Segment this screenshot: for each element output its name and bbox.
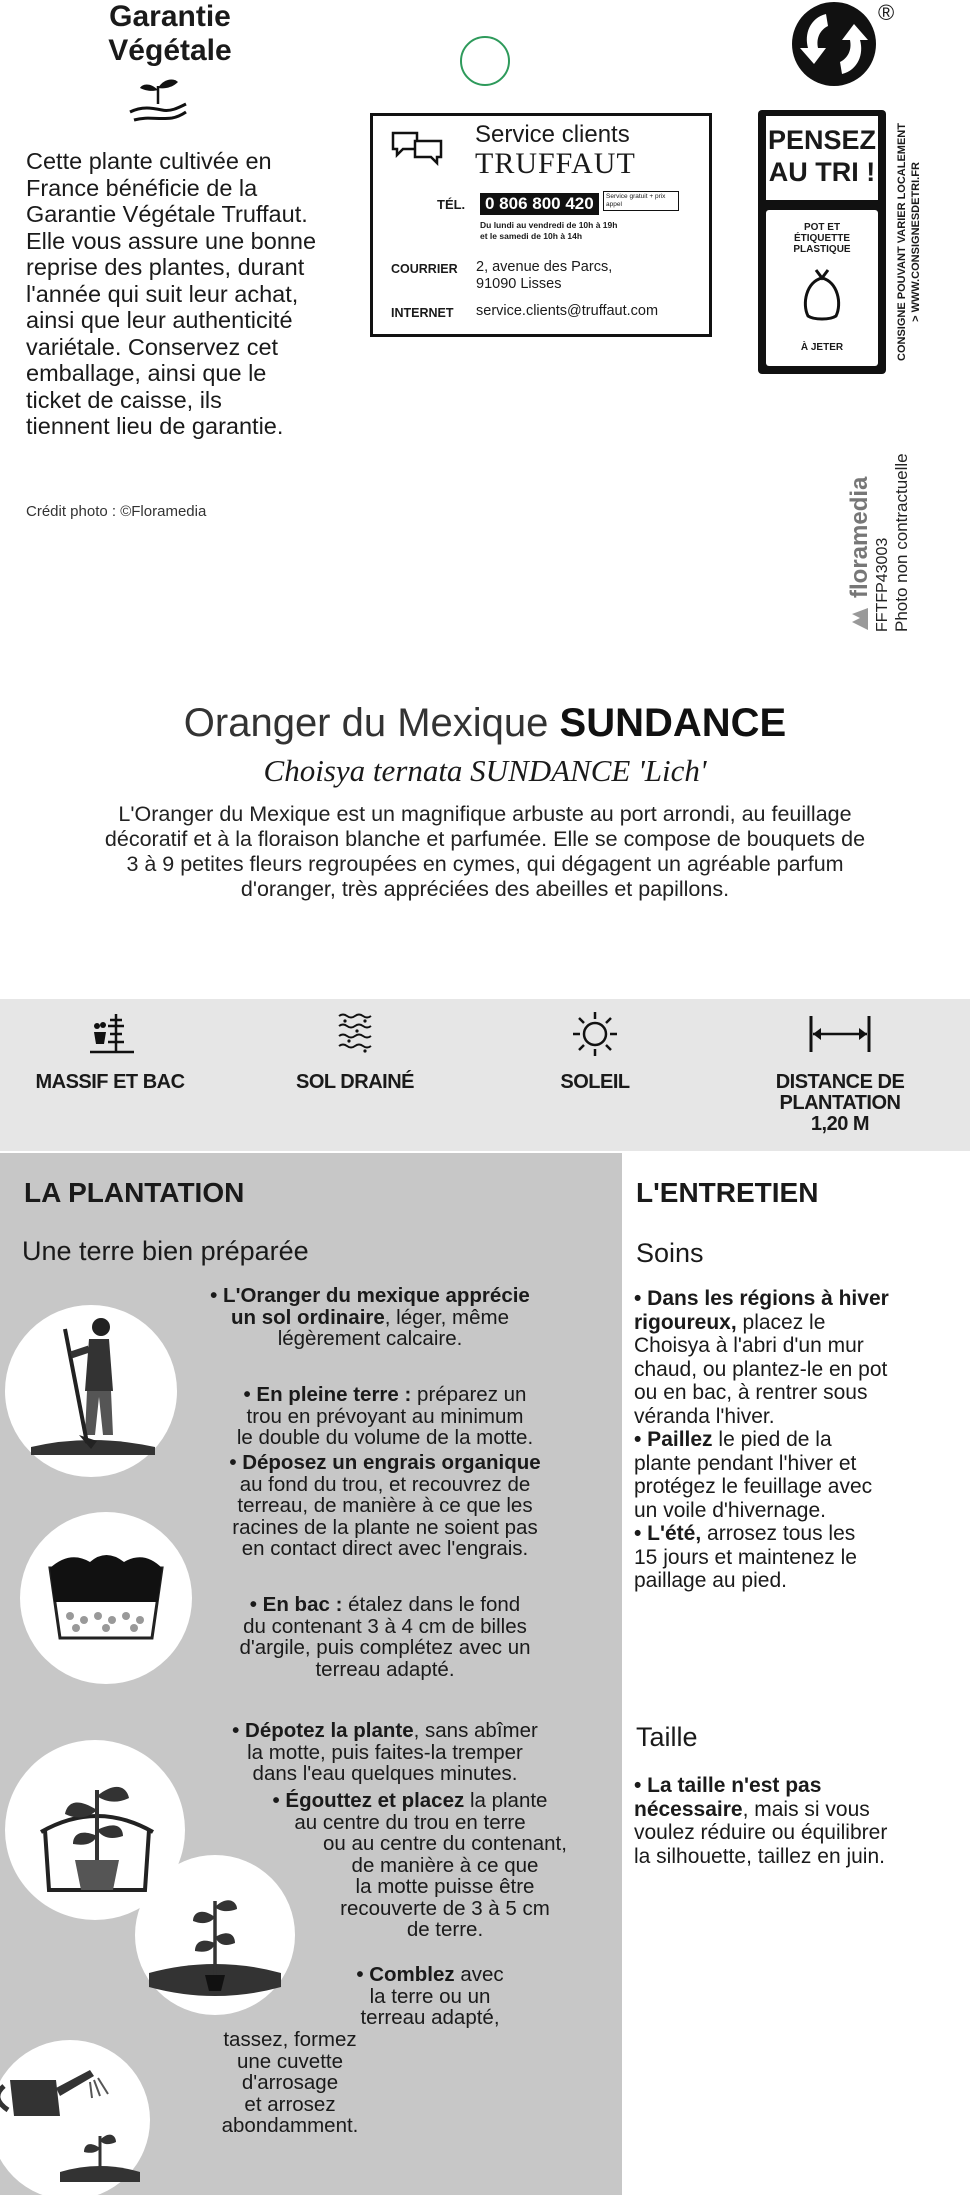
photo-credit: Crédit photo : ©Floramedia: [26, 503, 207, 520]
hand-plant-icon: [128, 76, 188, 126]
plantation-p1: • L'Oranger du mexique apprécie un sol ordinaire, léger, même légèrement calcaire.: [210, 1284, 530, 1350]
internet-email: service.clients@truffaut.com: [476, 303, 659, 319]
floramedia-leaf-icon: [850, 606, 870, 632]
taille-text: • La taille n'est pas nécessaire, mais si vous voulez réduire ou équilibrer la silhouette, taillez en juin.: [634, 1774, 888, 1868]
plantation-heading: LA PLANTATION: [24, 1177, 245, 1208]
taille-title: Taille: [636, 1722, 698, 1752]
recycling-action: À JETER: [800, 342, 844, 353]
courrier-address: 2, avenue des Parcs, 91090 Lisses: [476, 259, 613, 292]
feature-soleil: SOLEIL: [500, 1010, 690, 1093]
courrier-key: COURRIER: [391, 262, 458, 276]
drained-soil-icon: [325, 1010, 385, 1058]
sun-icon: [565, 1010, 625, 1058]
registered-mark: ®: [878, 0, 895, 25]
watering-can-icon: [0, 2040, 150, 2200]
recycling-box: [758, 110, 886, 374]
floramedia-block: [846, 402, 966, 632]
distance-icon: [805, 1010, 875, 1058]
feature-massif-et-bac: MASSIF ET BAC: [15, 1010, 205, 1093]
trash-bag-icon: [800, 266, 844, 322]
speech-bubbles-icon: [391, 130, 443, 166]
soins-title: Soins: [636, 1238, 704, 1268]
plantation-p6-head: • Égouttez et placez la plante au centre du trou en terre: [272, 1789, 548, 1834]
guarantee-title: Garantie Végétale: [108, 0, 232, 67]
illustration-watering: [0, 2040, 150, 2200]
soins-text: • Dans les régions à hiver rigoureux, placez le Choisya à l'abri d'un mur chaud, ou plantez-le en pot ou en bac, à rentrer sous véranda l'hiver. • Paillez le pied de la plante pendant l'hiver et protégez le feuillage avec un voile d'hivernage. • L'été, arrosez tous les 15 jours et maintenez le paillage au pied.: [634, 1287, 889, 1592]
plantation-p2: • En pleine terre : préparez un trou en prévoyant au minimum le double du volume de la motte.: [236, 1383, 534, 1449]
product-title: Oranger du Mexique SUNDANCE: [183, 701, 787, 745]
registration-circle-top: [460, 36, 510, 86]
floramedia-logo: floramedia: [846, 402, 874, 632]
plantation-p4: • En bac : étalez dans le fond du contenant 3 à 4 cm de billes d'argile, puis complétez avec un terreau adapté.: [239, 1593, 531, 1681]
scientific-name: Choisya ternata SUNDANCE 'Lich': [263, 753, 707, 788]
customer-service-box: [370, 113, 712, 337]
plantation-p7: • Comblez avec la terre ou un terreau adapté,: [356, 1963, 504, 2029]
tel-cost-note: Service gratuit + prix appel: [603, 191, 679, 211]
entretien-heading: L'ENTRETIEN: [636, 1177, 819, 1208]
plantation-p7-tail: tassez, formez une cuvette d'arrosage et arrosez abondamment.: [221, 2028, 359, 2137]
recycling-body: POT ET ÉTIQUETTE PLASTIQUE À JETER: [766, 210, 878, 366]
green-dot-recycle-icon: [790, 0, 878, 88]
plantation-subheading: Une terre bien préparée: [22, 1236, 309, 1266]
feature-sol-draine: SOL DRAINÉ: [260, 1010, 450, 1093]
floramedia-ref: FFTFP43003: [874, 537, 891, 632]
bed-and-pot-icon: [80, 1010, 140, 1058]
tel-number: 0 806 800 420: [480, 193, 599, 215]
seedling-in-ground-icon: [135, 1855, 295, 2015]
product-description: L'Oranger du Mexique est un magnifique arbuste au port arrondi, au feuillage décoratif et à la floraison blanche et parfumée. Elle se compose de bouquets de 3 à 9 petites fleurs regroupées en cymes, qui dégagent un agréable parfum d'oranger, très appréciées des abeilles et papillons.: [104, 802, 866, 901]
service-brand: TRUFFAUT: [475, 147, 636, 180]
plantation-p3: • Déposez un engrais organique au fond du trou, et recouvrez de terreau, de manière à ce que les racines de la plante ne soient pas en contact direct avec l'engrais.: [229, 1451, 541, 1560]
service-hours: Du lundi au vendredi de 10h à 19h et le samedi de 10h à 14h: [480, 220, 618, 241]
internet-key: INTERNET: [391, 306, 454, 320]
recycling-guideline: CONSIGNE POUVANT VARIER LOCALEMENT > WWW.CONSIGNESDETRI.FR: [896, 123, 922, 361]
plantation-p6-body: ou au centre du contenant, de manière à ce que la motte puisse être recouverte de 3 à 5 cm de terre.: [323, 1832, 567, 1941]
plantation-p5: • Dépotez la plante, sans abîmer la motte, puis faites-la tremper dans l'eau quelques minutes.: [232, 1719, 538, 1785]
tel-key: TÉL.: [437, 197, 466, 212]
feature-distance-plantation: DISTANCE DE PLANTATION 1,20 M: [745, 1010, 935, 1135]
service-label: Service clients: [475, 121, 630, 148]
guarantee-text: Cette plante cultivée en France bénéficie de la Garantie Végétale Truffaut. Elle vous assure une bonne reprise des plantes, durant l'année qui suit leur achat, ainsi que leur authenticité variétale. Conservez cet emballage, ainsi que le ticket de caisse, ils tiennent lieu de garantie.: [26, 148, 317, 439]
photo-disclaimer: Photo non contractuelle: [892, 453, 911, 632]
recycling-heading: PENSEZ AU TRI !: [766, 116, 878, 200]
illustration-planting: [135, 1855, 295, 2015]
